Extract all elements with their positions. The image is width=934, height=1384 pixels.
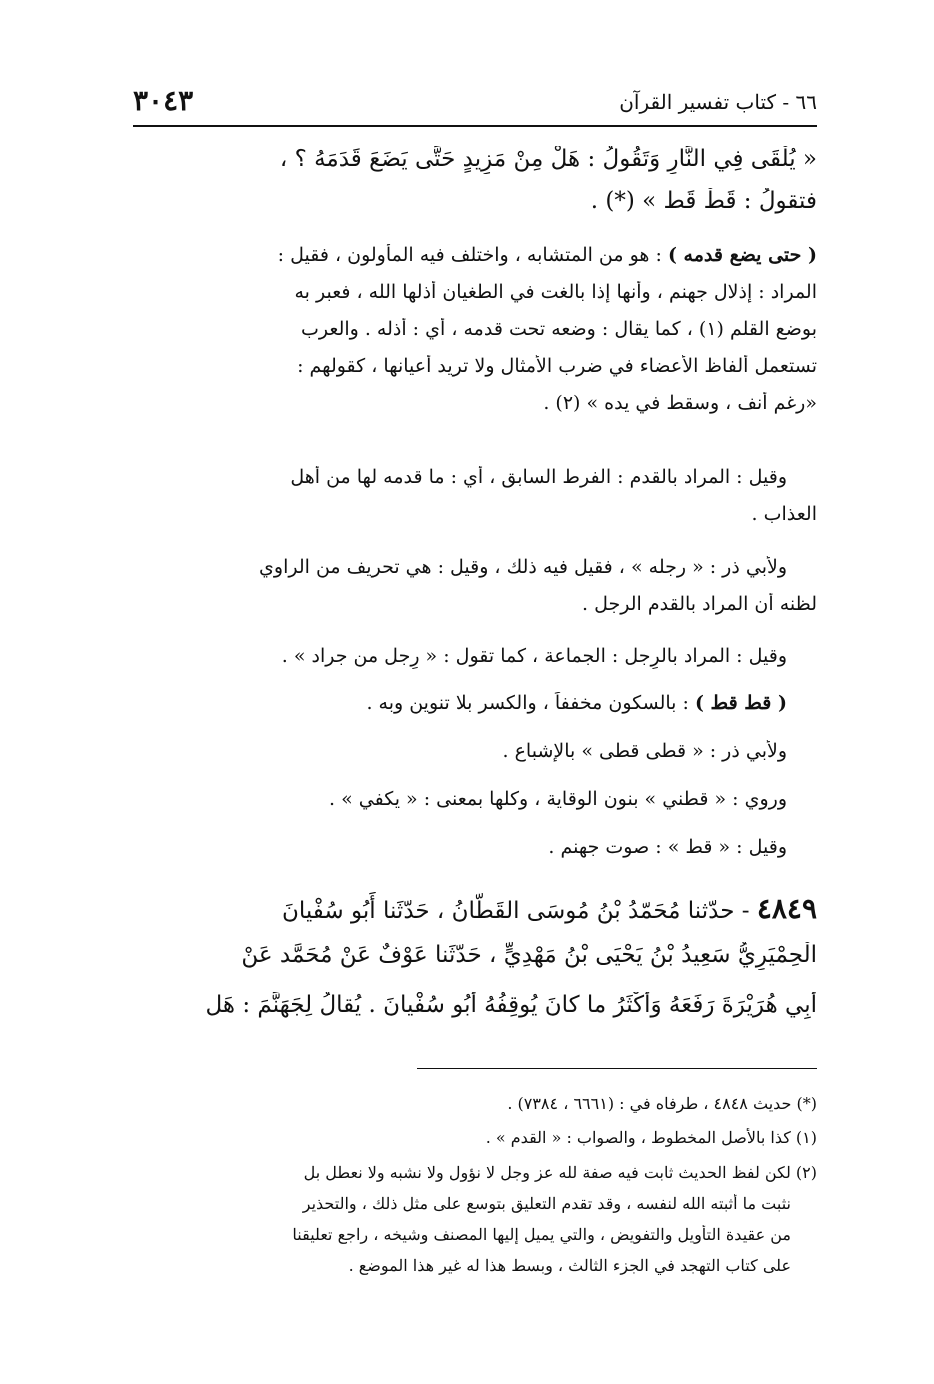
hadith-text-line (133, 892, 817, 926)
commentary-line: وقيل : « قط » : صوت جهنم . (548, 836, 787, 858)
commentary-text: : هو من المتشابه ، واختلف فيه المأولون ، فقيل : (277, 244, 662, 266)
commentary-line: العذاب . (751, 503, 817, 525)
commentary-line: «رغم أنف ، وسقط في يده » (٢) . (543, 392, 817, 414)
page-header (133, 80, 817, 120)
footnote: (*) حديث ٤٨٤٨ ، طرفاه في : (٦٦٦١ ، ٧٣٨٤) . (507, 1094, 817, 1113)
footnote: من عقيدة التأويل والتفويض ، والتي يميل إليها المصنف وشيخه ، راجع تعليقنا (292, 1225, 791, 1244)
hadith-text-line: أَبِي هُرَيْرَةَ رَفَعَهُ وَأَكْثَرُ ما كانَ يُوقِفُهُ أَبُو سُفْيانَ . يُقالُ لِجَهَنَّمَ : هَل (205, 992, 817, 1018)
commentary-line: وقيل : المراد بالقدم : الفرط السابق ، أي : ما قدمه لها من أهل (290, 466, 787, 488)
footnote: على كتاب التهجد في الجزء الثالث ، وبسط هذا له غير هذا الموضع . (348, 1256, 791, 1275)
commentary-term: ( قط قط ) (694, 692, 787, 714)
footnote: نثبت ما أثبته الله لنفسه ، وقد تقدم التعليق بتوسع على مثل ذلك ، والتحذير (302, 1194, 791, 1213)
hadith-number: ٤٨٤٩ (756, 892, 817, 925)
commentary-line: المراد : إذلال جهنم ، وأنها إذا بالغت في الطغيان أذلها الله ، فعبر به (294, 281, 817, 303)
hadith-text-line: فتقولُ : قَطْ قَط » (*) . (590, 188, 817, 214)
footnote-divider (417, 1068, 817, 1069)
commentary-line (133, 244, 817, 268)
commentary-text: : بالسكون مخففاً ، والكسر بلا تنوين وبه . (366, 692, 689, 714)
hadith-text: - حدّثنا مُحَمّدُ بْنُ مُوسَى القَطّانُ ، حَدّثَنا أَبُو سُفْيانَ (281, 898, 750, 924)
commentary-line: تستعمل ألفاظ الأعضاء في ضرب الأمثال ولا تريد أعيانها ، كقولهم : (297, 355, 817, 377)
header-divider (133, 125, 817, 127)
chapter-title: ٦٦ - كتاب تفسير القرآن (619, 90, 817, 114)
book-page (133, 80, 817, 1340)
commentary-line: لظنه أن المراد بالقدم الرجل . (582, 593, 817, 615)
commentary-line: بوضع القلم (١) ، كما يقال : وضعه تحت قدمه ، أي : أذله . والعرب (301, 318, 817, 340)
page-number: ٣٠٤٣ (133, 84, 194, 117)
commentary-line (133, 692, 817, 716)
commentary-line: ولأبي ذر : « قطى قطى » بالإشباع . (502, 740, 787, 762)
hadith-text-line: الْحِمْيَرِيُّ سَعِيدُ بْنُ يَحْيَى بْنُ مَهْدِيٍّ ، حَدّثَنا عَوْفٌ عَنْ مُحَمَّد عَنْ (241, 942, 817, 968)
commentary-term: ( حتى يضع قدمه ) (667, 244, 817, 266)
footnote: (٢) لكن لفظ الحديث ثابت فيه صفة لله عز وجل لا نؤول ولا نشبه ولا نعطل بل (303, 1163, 817, 1182)
commentary-line: ولأبي ذر : « رجله » ، فقيل فيه ذلك ، وقيل : هي تحريف من الراوي (259, 556, 787, 578)
commentary-line: وقيل : المراد بالرِجل : الجماعة ، كما تقول : « رِجل من جراد » . (281, 645, 787, 667)
footnote: (١) كذا بالأصل المخطوط ، والصواب : « القدم » . (485, 1128, 817, 1147)
hadith-text-line: « يُلْقَى فِي النَّارِ وَتَقُولُ : هَلْ مِنْ مَزِيدٍ حَتَّى يَضَعَ قَدَمَهُ ؟ ، (279, 146, 817, 172)
commentary-line: وروي : « قطني » بنون الوقاية ، وكلها بمعنى : « يكفي » . (329, 788, 787, 810)
